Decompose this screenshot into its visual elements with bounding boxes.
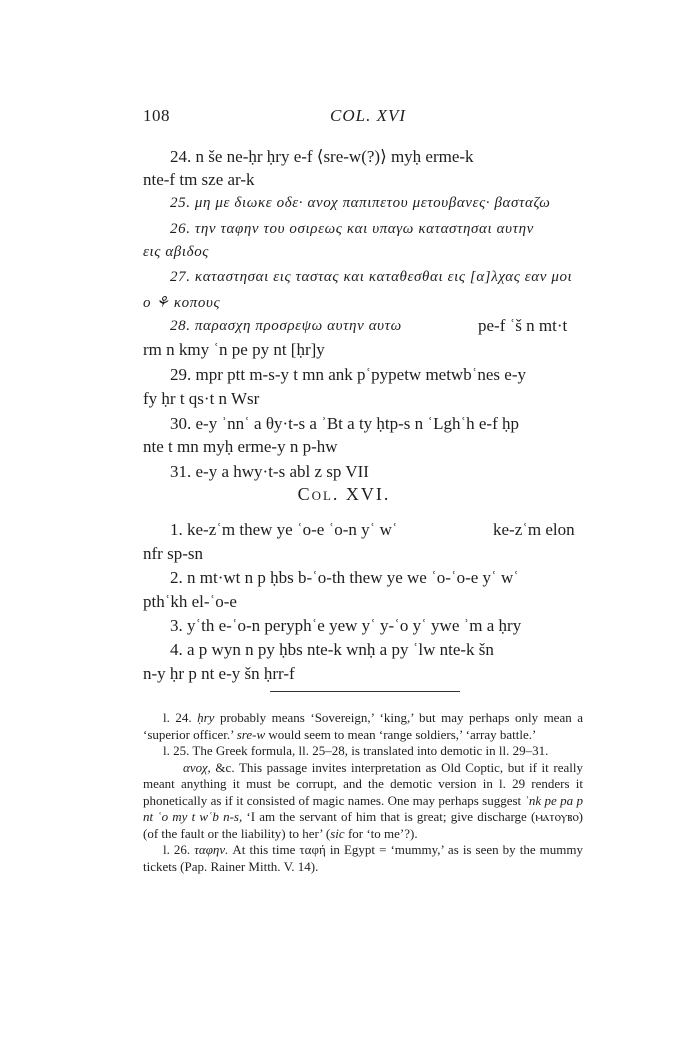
- text-line: 31. e-y a hwy·t-s abl z sp VII: [170, 462, 369, 481]
- text-line: fy ḥr t qs·t n Wsr: [143, 389, 260, 408]
- note-term: ταφην.: [194, 842, 229, 857]
- note-text: probably means ‘Sovereign,’ ‘king,’ but may perhaps only mean a ‘superior officer.’: [143, 710, 583, 742]
- note-text: would seem to mean ‘range soldiers,’ ‘array battle.’: [265, 726, 537, 742]
- text-line: nte-f tm sze ar-k: [143, 170, 255, 189]
- text-line: pthʿkh el-ʿo-e: [143, 592, 237, 611]
- divider-rule: [270, 691, 460, 692]
- note-term: ʾnk pe pa p nt ʿo my t wʿb n-s,: [143, 792, 583, 824]
- note-label: l. 26.: [163, 842, 191, 857]
- text-line: rm n kmy ʿn pe py nt [ḥr]y: [143, 340, 325, 359]
- footnote: [143, 760, 583, 843]
- text-line: ke-zʿm elon: [493, 520, 575, 539]
- note-term: sic: [330, 825, 345, 841]
- footnotes: [143, 710, 583, 875]
- greek-line: 27. καταστησαι εις ταστας και καταθεσθαι εις [α]λχας εαν μοι: [170, 269, 573, 285]
- note-term: sre-w: [236, 726, 266, 742]
- text-line: n-y ḥr p nt e-y šn ḥrr-f: [143, 664, 295, 683]
- greek-line: εις αβιδος: [143, 244, 209, 260]
- greek-line: 28. παρασχη προσρεψω αυτην αυτω: [170, 318, 402, 334]
- text-line: pe-f ʿš n mt·t: [478, 316, 568, 335]
- note-text: &c. This passage invites interpretation as Old Coptic, but if it really meant anything it must be corrupt, and the demotic version in l. 29 renders it phonetically as if it consisted of magic names. One may perhaps suggest: [143, 759, 583, 808]
- note-label: l. 24.: [163, 710, 192, 725]
- note-text: for ‘to me’?).: [344, 825, 418, 841]
- text-line: 30. e-y ʾnnʿ a θy·t-s a ʾBt a ty ḥtp-s n ʿLghʿh e-f ḥp: [170, 414, 519, 433]
- text-line: 4. a p wyn n py ḥbs nte-k wnḥ a py ʿlw nte-k šn: [170, 640, 494, 659]
- text-line: 29. mpr ptt m-s-y t mn ank pʿpypetw metwbʿnes e-y: [170, 365, 526, 384]
- note-text: At this time ταφή in Egypt = ‘mummy,’ as is seen by the mummy tickets (Pap. Rainer Mitth. V. 14).: [143, 842, 583, 874]
- note-term: ανοχ,: [183, 759, 211, 775]
- text-line: nfr sp-sn: [143, 544, 203, 563]
- greek-line: ο ⚘ κοπους: [143, 295, 221, 311]
- text-line: 3. yʿth e-ʿo-n peryphʿe yew yʿ y-ʿo yʿ ywe ʾm a ḥry: [170, 616, 522, 635]
- note-label: l. 25.: [163, 743, 190, 758]
- text-line: nte t mn myḥ erme-y n p-hw: [143, 437, 338, 456]
- page-number: 108: [143, 106, 170, 125]
- running-head: COL. XVI: [330, 106, 406, 125]
- text-line: 1. ke-zʿm thew ye ʿo-e ʿo-n yʿ wʿ: [170, 520, 398, 539]
- footnote: [143, 842, 583, 875]
- text-line: 24. n še ne-ḥr ḥry e-f ⟨sre-w(?)⟩ myḥ erme-k: [170, 147, 474, 166]
- note-text: The Greek formula, ll. 25–28, is translated into demotic in ll. 29–31.: [189, 743, 549, 758]
- note-term: ḥry: [197, 710, 215, 725]
- note-text: ‘I am the servant of him that is great; give discharge (ⲙⲁⲧⲟⲩⲃⲟ) (of the fault or the liability) to her’ (: [143, 809, 583, 841]
- greek-line: 26. την ταφην του οσιρεως και υπαγω καταστησαι αυτην: [170, 221, 534, 237]
- footnote: [143, 710, 583, 743]
- footnote: [143, 743, 583, 760]
- section-title: Col. XVI.: [297, 484, 391, 504]
- text-line: 2. n mt·wt n p ḥbs b-ʿo-th thew ye we ʿo-ʿo-e yʿ wʿ: [170, 568, 519, 587]
- greek-line: 25. μη με διωκε οδε· ανοχ παπιπετου μετουβανες· βασταζω: [170, 195, 551, 211]
